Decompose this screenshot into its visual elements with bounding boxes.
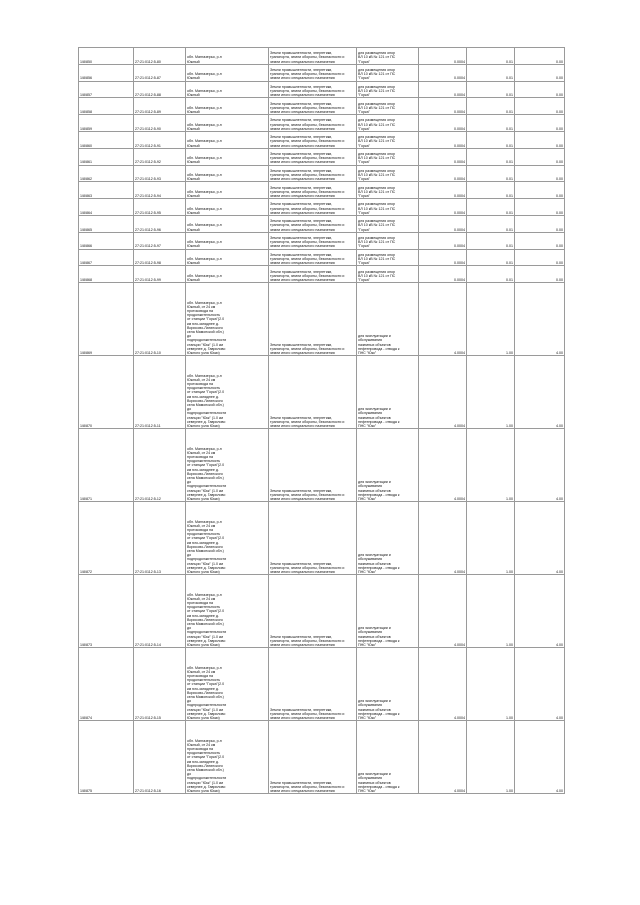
area-cell: 0.0004 [419,64,467,81]
cadastral-number: 27:21:0112:5-14 [134,575,186,648]
use-cell: для размещения опор ВЛ 10 кВ № 121 от ПС "Горка" [357,249,419,266]
cat-cell: Земли промышленности, энергетики, транспорта, земли обороны, безопасности и земли иного специального назначения [269,648,357,721]
addr-cell: обл. Мангазерья, р-н Южный [186,64,269,81]
area-cell: 0.0004 [419,182,467,199]
rate-cell: 0.01 [467,266,515,283]
table-row [79,64,565,81]
addr-cell: обл. Мангазерья, р-н Южный, от 24 км протоковода на продолжительность от станции "Горка"(2.0 км юго-западнее д. Ворисово-Латинского села Мамонской обл.) до подпродолжительности станции "Юкк" (1.0 км севернее д. Гаврилово Южного узла Юкки) [186,721,269,794]
area-cell: 4.0004 [419,429,467,502]
row-id: 1/8/861 [79,148,134,165]
use-cell: для эксплуатации и обслуживания наземных объектов нефтепровода - отвода к ПНС "Юкк" [357,575,419,648]
cat-cell: Земли промышленности, энергетики, транспорта, земли обороны, безопасности и земли иного специального назначения [269,502,357,575]
sum-cell: 0.00 [515,64,565,81]
table-row [79,648,565,721]
row-id: 1/8/873 [79,575,134,648]
cat-cell: Земли промышленности, энергетики, транспорта, земли обороны, безопасности и земли иного специального назначения [269,165,357,182]
sum-cell: 0.00 [515,81,565,98]
area-cell: 0.0004 [419,165,467,182]
row-id: 1/8/860 [79,131,134,148]
area-cell: 0.0004 [419,131,467,148]
cadastral-number: 27:21:0112:5-93 [134,165,186,182]
table-row [79,131,565,148]
cadastral-number: 27:21:0112:5-11 [134,356,186,429]
table-row [79,115,565,132]
area-cell: 0.0004 [419,199,467,216]
table-row [79,48,565,65]
rate-cell: 0.01 [467,64,515,81]
area-cell: 0.0004 [419,266,467,283]
cadastral-number: 27:21:0112:5-88 [134,81,186,98]
row-id: 1/8/864 [79,199,134,216]
use-cell: для размещения опор ВЛ 10 кВ № 121 от ПС "Горка" [357,131,419,148]
cadastral-number: 27:21:0112:5-12 [134,429,186,502]
cat-cell: Земли промышленности, энергетики, транспорта, земли обороны, безопасности и земли иного специального назначения [269,215,357,232]
addr-cell: обл. Мангазерья, р-н Южный, от 24 км протоковода на продолжительность от станции "Горка"(2.0 км юго-западнее д. Ворисово-Латинского села Мамонской обл.) до подпродолжительности станции "Юкк" (1.0 км севернее д. Гаврилово Южного узла Юкки) [186,648,269,721]
rate-cell: 0.01 [467,182,515,199]
use-cell: для размещения опор ВЛ 10 кВ № 121 от ПС "Горка" [357,148,419,165]
row-id: 1/8/875 [79,721,134,794]
cat-cell: Земли промышленности, энергетики, транспорта, земли обороны, безопасности и земли иного специального назначения [269,429,357,502]
addr-cell: обл. Мангазерья, р-н Южный [186,232,269,249]
sum-cell: 0.00 [515,148,565,165]
addr-cell: обл. Мангазерья, р-н Южный [186,115,269,132]
sum-cell: 4.00 [515,429,565,502]
table-row [79,182,565,199]
cat-cell: Земли промышленности, энергетики, транспорта, земли обороны, безопасности и земли иного специального назначения [269,64,357,81]
cadastral-number: 27:21:0112:5-15 [134,648,186,721]
row-id: 1/8/868 [79,266,134,283]
land-parcels-table [78,47,565,794]
sum-cell: 0.00 [515,98,565,115]
rate-cell: 0.01 [467,48,515,65]
cadastral-number: 27:21:0112:5-92 [134,148,186,165]
addr-cell: обл. Мангазерья, р-н Южный [186,249,269,266]
addr-cell: обл. Мангазерья, р-н Южный [186,199,269,216]
cadastral-number: 27:21:0112:5-90 [134,115,186,132]
use-cell: для размещения опор ВЛ 10 кВ № 121 от ПС "Горка" [357,266,419,283]
addr-cell: обл. Мангазерья, р-н Южный, от 24 км протоковода на продолжительность от станции "Горка"(2.0 км юго-западнее д. Ворисово-Латинского села Мамонской обл.) до подпродолжительности станции "Юкк" (1.0 км севернее д. Гаврилово Южного узла Юкки) [186,356,269,429]
table-row [79,721,565,794]
cadastral-number: 27:21:0112:5-87 [134,64,186,81]
row-id: 1/8/874 [79,648,134,721]
area-cell: 4.0004 [419,283,467,356]
area-cell: 0.0004 [419,148,467,165]
row-id: 1/8/867 [79,249,134,266]
cadastral-number: 27:21:0112:5-91 [134,131,186,148]
cat-cell: Земли промышленности, энергетики, транспорта, земли обороны, безопасности и земли иного специального назначения [269,232,357,249]
table-row [79,81,565,98]
rate-cell: 1.00 [467,648,515,721]
table-row [79,232,565,249]
sum-cell: 4.00 [515,502,565,575]
sum-cell: 0.00 [515,48,565,65]
use-cell: для эксплуатации и обслуживания наземных объектов нефтепровода - отвода к ПНС "Юкк" [357,721,419,794]
rate-cell: 0.01 [467,98,515,115]
row-id: 1/8/856 [79,64,134,81]
sum-cell: 4.00 [515,283,565,356]
cadastral-number: 27:21:0112:5-80 [134,48,186,65]
row-id: 1/8/870 [79,356,134,429]
row-id: 1/8/863 [79,182,134,199]
sum-cell: 0.00 [515,232,565,249]
cat-cell: Земли промышленности, энергетики, транспорта, земли обороны, безопасности и земли иного специального назначения [269,721,357,794]
rate-cell: 0.01 [467,249,515,266]
cat-cell: Земли промышленности, энергетики, транспорта, земли обороны, безопасности и земли иного специального назначения [269,81,357,98]
row-id: 1/8/862 [79,165,134,182]
cadastral-number: 27:21:0112:5-96 [134,215,186,232]
rate-cell: 0.01 [467,199,515,216]
table-row [79,356,565,429]
row-id: 1/8/859 [79,115,134,132]
use-cell: для размещения опор ВЛ 10 кВ № 121 от ПС "Горка" [357,232,419,249]
cat-cell: Земли промышленности, энергетики, транспорта, земли обороны, безопасности и земли иного специального назначения [269,249,357,266]
table-row [79,148,565,165]
addr-cell: обл. Мангазерья, р-н Южный [186,266,269,283]
use-cell: для эксплуатации и обслуживания наземных объектов нефтепровода - отвода к ПНС "Юкк" [357,356,419,429]
cadastral-number: 27:21:0112:5-13 [134,502,186,575]
sum-cell: 0.00 [515,131,565,148]
cat-cell: Земли промышленности, энергетики, транспорта, земли обороны, безопасности и земли иного специального назначения [269,575,357,648]
row-id: 1/8/866 [79,232,134,249]
use-cell: для эксплуатации и обслуживания наземных объектов нефтепровода - отвода к ПНС "Юкк" [357,283,419,356]
rate-cell: 1.00 [467,721,515,794]
addr-cell: обл. Мангазерья, р-н Южный, от 24 км протоковода на продолжительность от станции "Горка"(2.0 км юго-западнее д. Ворисово-Латинского села Мамонской обл.) до подпродолжительности станции "Юкк" (1.0 км севернее д. Гаврилово Южного узла Юкки) [186,283,269,356]
rate-cell: 0.01 [467,232,515,249]
table-row [79,283,565,356]
addr-cell: обл. Мангазерья, р-н Южный [186,98,269,115]
rate-cell: 1.00 [467,429,515,502]
cat-cell: Земли промышленности, энергетики, транспорта, земли обороны, безопасности и земли иного специального назначения [269,356,357,429]
area-cell: 0.0004 [419,249,467,266]
sum-cell: 4.00 [515,356,565,429]
rate-cell: 1.00 [467,575,515,648]
cadastral-number: 27:21:0112:5-99 [134,266,186,283]
addr-cell: обл. Мангазерья, р-н Южный, от 24 км протоковода на продолжительность от станции "Горка"(2.0 км юго-западнее д. Ворисово-Латинского села Мамонской обл.) до подпродолжительности станции "Юкк" (1.0 км севернее д. Гаврилово Южного узла Юкки) [186,429,269,502]
sum-cell: 0.00 [515,182,565,199]
rate-cell: 0.01 [467,165,515,182]
row-id: 1/8/850 [79,48,134,65]
area-cell: 4.0004 [419,721,467,794]
use-cell: для размещения опор ВЛ 10 кВ № 121 от ПС "Горка" [357,98,419,115]
sum-cell: 0.00 [515,266,565,283]
area-cell: 0.0004 [419,115,467,132]
use-cell: для размещения опор ВЛ 10 кВ № 121 от ПС "Горка" [357,48,419,65]
cat-cell: Земли промышленности, энергетики, транспорта, земли обороны, безопасности и земли иного специального назначения [269,48,357,65]
rate-cell: 0.01 [467,215,515,232]
table-body [79,48,565,794]
sum-cell: 4.00 [515,721,565,794]
sum-cell: 4.00 [515,648,565,721]
area-cell: 0.0004 [419,81,467,98]
cat-cell: Земли промышленности, энергетики, транспорта, земли обороны, безопасности и земли иного специального назначения [269,283,357,356]
use-cell: для эксплуатации и обслуживания наземных объектов нефтепровода - отвода к ПНС "Юкк" [357,648,419,721]
row-id: 1/8/858 [79,98,134,115]
use-cell: для эксплуатации и обслуживания наземных объектов нефтепровода - отвода к ПНС "Юкк" [357,429,419,502]
cadastral-number: 27:21:0112:5-16 [134,721,186,794]
rate-cell: 0.01 [467,131,515,148]
table-row [79,575,565,648]
cadastral-number: 27:21:0112:5-98 [134,249,186,266]
cadastral-number: 27:21:0112:5-95 [134,199,186,216]
table-row [79,165,565,182]
row-id: 1/8/872 [79,502,134,575]
sum-cell: 0.00 [515,115,565,132]
addr-cell: обл. Мангазерья, р-н Южный [186,165,269,182]
cat-cell: Земли промышленности, энергетики, транспорта, земли обороны, безопасности и земли иного специального назначения [269,199,357,216]
sum-cell: 0.00 [515,199,565,216]
use-cell: для размещения опор ВЛ 10 кВ № 121 от ПС "Горка" [357,115,419,132]
table-row [79,266,565,283]
rate-cell: 1.00 [467,283,515,356]
rate-cell: 0.01 [467,148,515,165]
area-cell: 4.0004 [419,575,467,648]
area-cell: 0.0004 [419,215,467,232]
use-cell: для размещения опор ВЛ 10 кВ № 121 от ПС "Горка" [357,199,419,216]
cadastral-number: 27:21:0112:5-10 [134,283,186,356]
area-cell: 4.0004 [419,356,467,429]
addr-cell: обл. Мангазерья, р-н Южный, от 24 км протоковода на продолжительность от станции "Горка"(2.0 км юго-западнее д. Ворисово-Латинского села Мамонской обл.) до подпродолжительности станции "Юкк" (1.0 км севернее д. Гаврилово Южного узла Юкки) [186,502,269,575]
sum-cell: 0.00 [515,215,565,232]
table-row [79,249,565,266]
cadastral-number: 27:21:0112:5-97 [134,232,186,249]
area-cell: 0.0004 [419,98,467,115]
sum-cell: 0.00 [515,165,565,182]
row-id: 1/8/871 [79,429,134,502]
rate-cell: 0.01 [467,81,515,98]
table-row [79,98,565,115]
addr-cell: обл. Мангазерья, р-н Южный [186,48,269,65]
use-cell: для размещения опор ВЛ 10 кВ № 121 от ПС "Горка" [357,165,419,182]
row-id: 1/8/865 [79,215,134,232]
row-id: 1/8/869 [79,283,134,356]
use-cell: для эксплуатации и обслуживания наземных объектов нефтепровода - отвода к ПНС "Юкк" [357,502,419,575]
sum-cell: 0.00 [515,249,565,266]
addr-cell: обл. Мангазерья, р-н Южный [186,182,269,199]
cat-cell: Земли промышленности, энергетики, транспорта, земли обороны, безопасности и земли иного специального назначения [269,115,357,132]
row-id: 1/8/857 [79,81,134,98]
sum-cell: 4.00 [515,575,565,648]
table-row [79,215,565,232]
use-cell: для размещения опор ВЛ 10 кВ № 121 от ПС "Горка" [357,64,419,81]
use-cell: для размещения опор ВЛ 10 кВ № 121 от ПС "Горка" [357,81,419,98]
addr-cell: обл. Мангазерья, р-н Южный, от 24 км протоковода на продолжительность от станции "Горка"(2.0 км юго-западнее д. Ворисово-Латинского села Мамонской обл.) до подпродолжительности станции "Юкк" (1.0 км севернее д. Гаврилово Южного узла Юкки) [186,575,269,648]
rate-cell: 0.01 [467,115,515,132]
addr-cell: обл. Мангазерья, р-н Южный [186,81,269,98]
addr-cell: обл. Мангазерья, р-н Южный [186,215,269,232]
cat-cell: Земли промышленности, энергетики, транспорта, земли обороны, безопасности и земли иного специального назначения [269,148,357,165]
table-row [79,199,565,216]
cat-cell: Земли промышленности, энергетики, транспорта, земли обороны, безопасности и земли иного специального назначения [269,131,357,148]
cat-cell: Земли промышленности, энергетики, транспорта, земли обороны, безопасности и земли иного специального назначения [269,266,357,283]
rate-cell: 1.00 [467,356,515,429]
use-cell: для размещения опор ВЛ 10 кВ № 121 от ПС "Горка" [357,182,419,199]
addr-cell: обл. Мангазерья, р-н Южный [186,148,269,165]
area-cell: 0.0004 [419,232,467,249]
cat-cell: Земли промышленности, энергетики, транспорта, земли обороны, безопасности и земли иного специального назначения [269,182,357,199]
table-row [79,502,565,575]
area-cell: 4.0004 [419,502,467,575]
area-cell: 0.0004 [419,48,467,65]
cadastral-number: 27:21:0112:5-89 [134,98,186,115]
cadastral-number: 27:21:0112:5-94 [134,182,186,199]
table-row [79,429,565,502]
use-cell: для размещения опор ВЛ 10 кВ № 121 от ПС "Горка" [357,215,419,232]
cat-cell: Земли промышленности, энергетики, транспорта, земли обороны, безопасности и земли иного специального назначения [269,98,357,115]
area-cell: 4.0004 [419,648,467,721]
addr-cell: обл. Мангазерья, р-н Южный [186,131,269,148]
rate-cell: 1.00 [467,502,515,575]
